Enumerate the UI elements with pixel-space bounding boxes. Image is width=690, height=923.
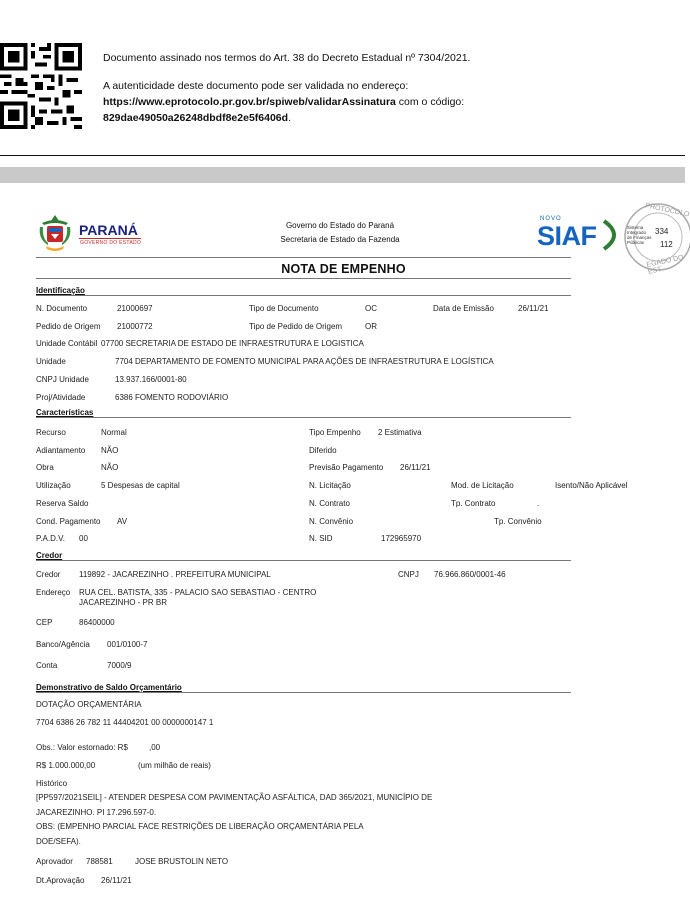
title-bottom-rule: [36, 278, 571, 279]
page-title: NOTA DE EMPENHO: [281, 262, 406, 276]
gov-name: Governo do Estado do Paraná: [285, 221, 395, 230]
previsao-pagamento-label: Previsão Pagamento: [309, 463, 384, 472]
obra-value: NÃO: [101, 463, 119, 472]
section-caracteristicas: Características: [36, 408, 94, 417]
cond-pagamento-label: Cond. Pagamento: [36, 517, 101, 526]
banco-agencia-label: Banco/Agência: [36, 640, 90, 649]
reserva-saldo-label: Reserva Saldo: [36, 499, 89, 508]
padv-value: 00: [79, 534, 88, 543]
cond-pagamento-value: AV: [117, 517, 128, 526]
tp-convenio-label: Tp. Convênio: [494, 517, 542, 526]
section-identificacao: Identificação: [36, 286, 85, 295]
proj-atividade-label: Proj/Atividade: [36, 393, 86, 402]
unidade-label: Unidade: [36, 357, 66, 366]
dotacao-value: 7704 6386 26 782 11 44404201 00 0000000147 1: [36, 718, 214, 727]
previsao-pagamento-value: 26/11/21: [400, 463, 431, 472]
cnpj-unidade-label: CNPJ Unidade: [36, 375, 89, 384]
signature-line2: A autenticidade deste documento pode ser validada no endereço:: [103, 80, 409, 92]
unidade-contabil-label: Unidade Contábil: [36, 339, 98, 348]
tp-contrato-value: .: [537, 499, 540, 508]
parana-wordmark: PARANÁ: [79, 222, 138, 238]
stamp-bottom-text: EGADO DO EST: [645, 254, 685, 276]
stamp-system-text: Sistema Integrado de Finanças Públicas: [627, 225, 652, 245]
credor-label: Credor: [36, 570, 61, 579]
historico-label: Histórico: [36, 779, 68, 788]
pedido-origem-label: Pedido de Origem: [36, 322, 101, 331]
unidade-value: 7704 DEPARTAMENTO DE FOMENTO MUNICIPAL PARA AÇÕES DE INFRAESTRUTURA E LOGÍSTICA: [115, 357, 494, 366]
endereco-line2: JACAREZINHO - PR BR: [79, 598, 168, 607]
url-suffix: com o código:: [395, 96, 465, 108]
historico-line1: [PP597/2021SEIL] - ATENDER DESPESA COM PAVIMENTAÇÃO ASFÁLTICA, DAD 365/2021, MUNICÍPIO DE: [36, 793, 433, 802]
parana-coat-of-arms-icon: [36, 213, 74, 253]
siaf-novo: NOVO: [540, 216, 562, 222]
n-documento-value: 21000697: [117, 304, 153, 313]
secretaria-name: Secretaria de Estado da Fazenda: [280, 235, 400, 244]
aprovador-id: 788581: [86, 857, 113, 866]
aprovador-nome: JOSE BRUSTOLIN NETO: [135, 857, 229, 866]
stamp-number-1: 334: [655, 227, 669, 236]
separator-line: [0, 155, 685, 156]
utilizacao-value: 5 Despesas de capital: [101, 481, 180, 490]
pedido-origem-value: 21000772: [117, 322, 153, 331]
section-saldo: Demonstrativo de Saldo Orçamentário: [36, 683, 182, 692]
cnpj-unidade-value: 13.937.166/0001-80: [115, 375, 187, 384]
page-break-bar: [0, 167, 685, 183]
conta-label: Conta: [36, 661, 58, 670]
obs-estornado-label: Obs.: Valor estornado: R$: [36, 743, 128, 752]
historico-line4: DOE/SEFA).: [36, 837, 81, 846]
validation-code: 829dae49050a26248dbdf8e2e5f6406d: [103, 112, 289, 124]
conta-value: 7000/9: [107, 661, 132, 670]
padv-label: P.A.D.V.: [36, 534, 65, 543]
wordmark-underline: [79, 238, 141, 239]
diferido-label: Diferido: [309, 446, 337, 455]
section-credor: Credor: [36, 551, 63, 560]
data-emissao-value: 26/11/21: [518, 304, 549, 313]
dt-aprovacao-label: Dt.Aprovação: [36, 876, 85, 885]
n-licitacao-label: N. Licitação: [309, 481, 351, 490]
siaf-logo: SIAF: [537, 221, 597, 251]
code-suffix: .: [288, 112, 291, 124]
endereco-label: Endereço: [36, 588, 71, 597]
tp-contrato-label: Tp. Contrato: [451, 499, 496, 508]
section-rule: [36, 560, 571, 561]
cep-value: 86400000: [79, 618, 115, 627]
dt-aprovacao-value: 26/11/21: [101, 876, 132, 885]
n-documento-label: N. Documento: [36, 304, 88, 313]
section-rule: [36, 692, 571, 693]
obra-label: Obra: [36, 463, 54, 472]
aprovador-label: Aprovador: [36, 857, 73, 866]
mod-licitacao-value: Isento/Não Aplicável: [555, 481, 628, 490]
tipo-pedido-value: OR: [365, 322, 377, 331]
cnpj-label: CNPJ: [398, 570, 419, 579]
adiantamento-value: NÃO: [101, 446, 119, 455]
n-contrato-label: N. Contrato: [309, 499, 350, 508]
validation-url[interactable]: https://www.eprotocolo.pr.gov.br/spiweb/validarAssinatura: [103, 96, 396, 108]
historico-line2: JACAREZINHO. PI 17.296.597-0.: [36, 808, 157, 817]
n-convenio-label: N. Convênio: [309, 517, 354, 526]
unidade-contabil-value: 07700 SECRETARIA DE ESTADO DE INFRAESTRUTURA E LOGISTICA: [101, 339, 364, 348]
obs-estornado-value: ,00: [149, 743, 161, 752]
cep-label: CEP: [36, 618, 53, 627]
n-sid-value: 172965970: [381, 534, 422, 543]
qr-code: [0, 43, 82, 129]
stamp-number-2: 112: [660, 240, 673, 249]
proj-atividade-value: 6386 FOMENTO RODOVIÁRIO: [115, 393, 229, 402]
tipo-empenho-value: 2 Estimativa: [378, 428, 422, 437]
parana-subtitle: GOVERNO DO ESTADO: [80, 240, 142, 246]
endereco-line1: RUA CEL. BATISTA, 335 - PALACIO SAO SEBASTIAO - CENTRO: [79, 588, 317, 597]
title-top-rule: [36, 257, 571, 258]
stamp-top-text: PROTOCOLO: [644, 202, 690, 219]
credor-value: 119892 - JACAREZINHO . PREFEITURA MUNICIPAL: [79, 570, 271, 579]
n-sid-label: N. SID: [309, 534, 333, 543]
section-rule: [36, 295, 571, 296]
data-emissao-label: Data de Emissão: [433, 304, 494, 313]
valor-value: R$ 1.000.000,00: [36, 761, 96, 770]
recurso-label: Recurso: [36, 428, 66, 437]
signature-url-line: [103, 94, 464, 110]
banco-agencia-value: 001/0100-7: [107, 640, 148, 649]
utilizacao-label: Utilização: [36, 481, 71, 490]
cnpj-value: 76.966.860/0001-46: [434, 570, 506, 579]
tipo-documento-label: Tipo de Documento: [249, 304, 319, 313]
signature-code-line: [103, 110, 291, 126]
tipo-pedido-label: Tipo de Pedido de Origem: [249, 322, 343, 331]
recurso-value: Normal: [101, 428, 127, 437]
valor-extenso: (um milhão de reais): [138, 761, 211, 770]
signature-line1: Documento assinado nos termos do Art. 38 do Decreto Estadual nº 7304/2021.: [103, 52, 471, 64]
section-rule: [36, 417, 571, 418]
adiantamento-label: Adiantamento: [36, 446, 86, 455]
tipo-documento-value: OC: [365, 304, 377, 313]
tipo-empenho-label: Tipo Empenho: [309, 428, 361, 437]
dotacao-label: DOTAÇÃO ORÇAMENTÁRIA: [36, 700, 142, 709]
historico-line3: OBS: (EMPENHO PARCIAL FACE RESTRIÇÕES DE LIBERAÇÃO ORÇAMENTÁRIA PELA: [36, 822, 364, 831]
mod-licitacao-label: Mod. de Licitação: [451, 481, 514, 490]
